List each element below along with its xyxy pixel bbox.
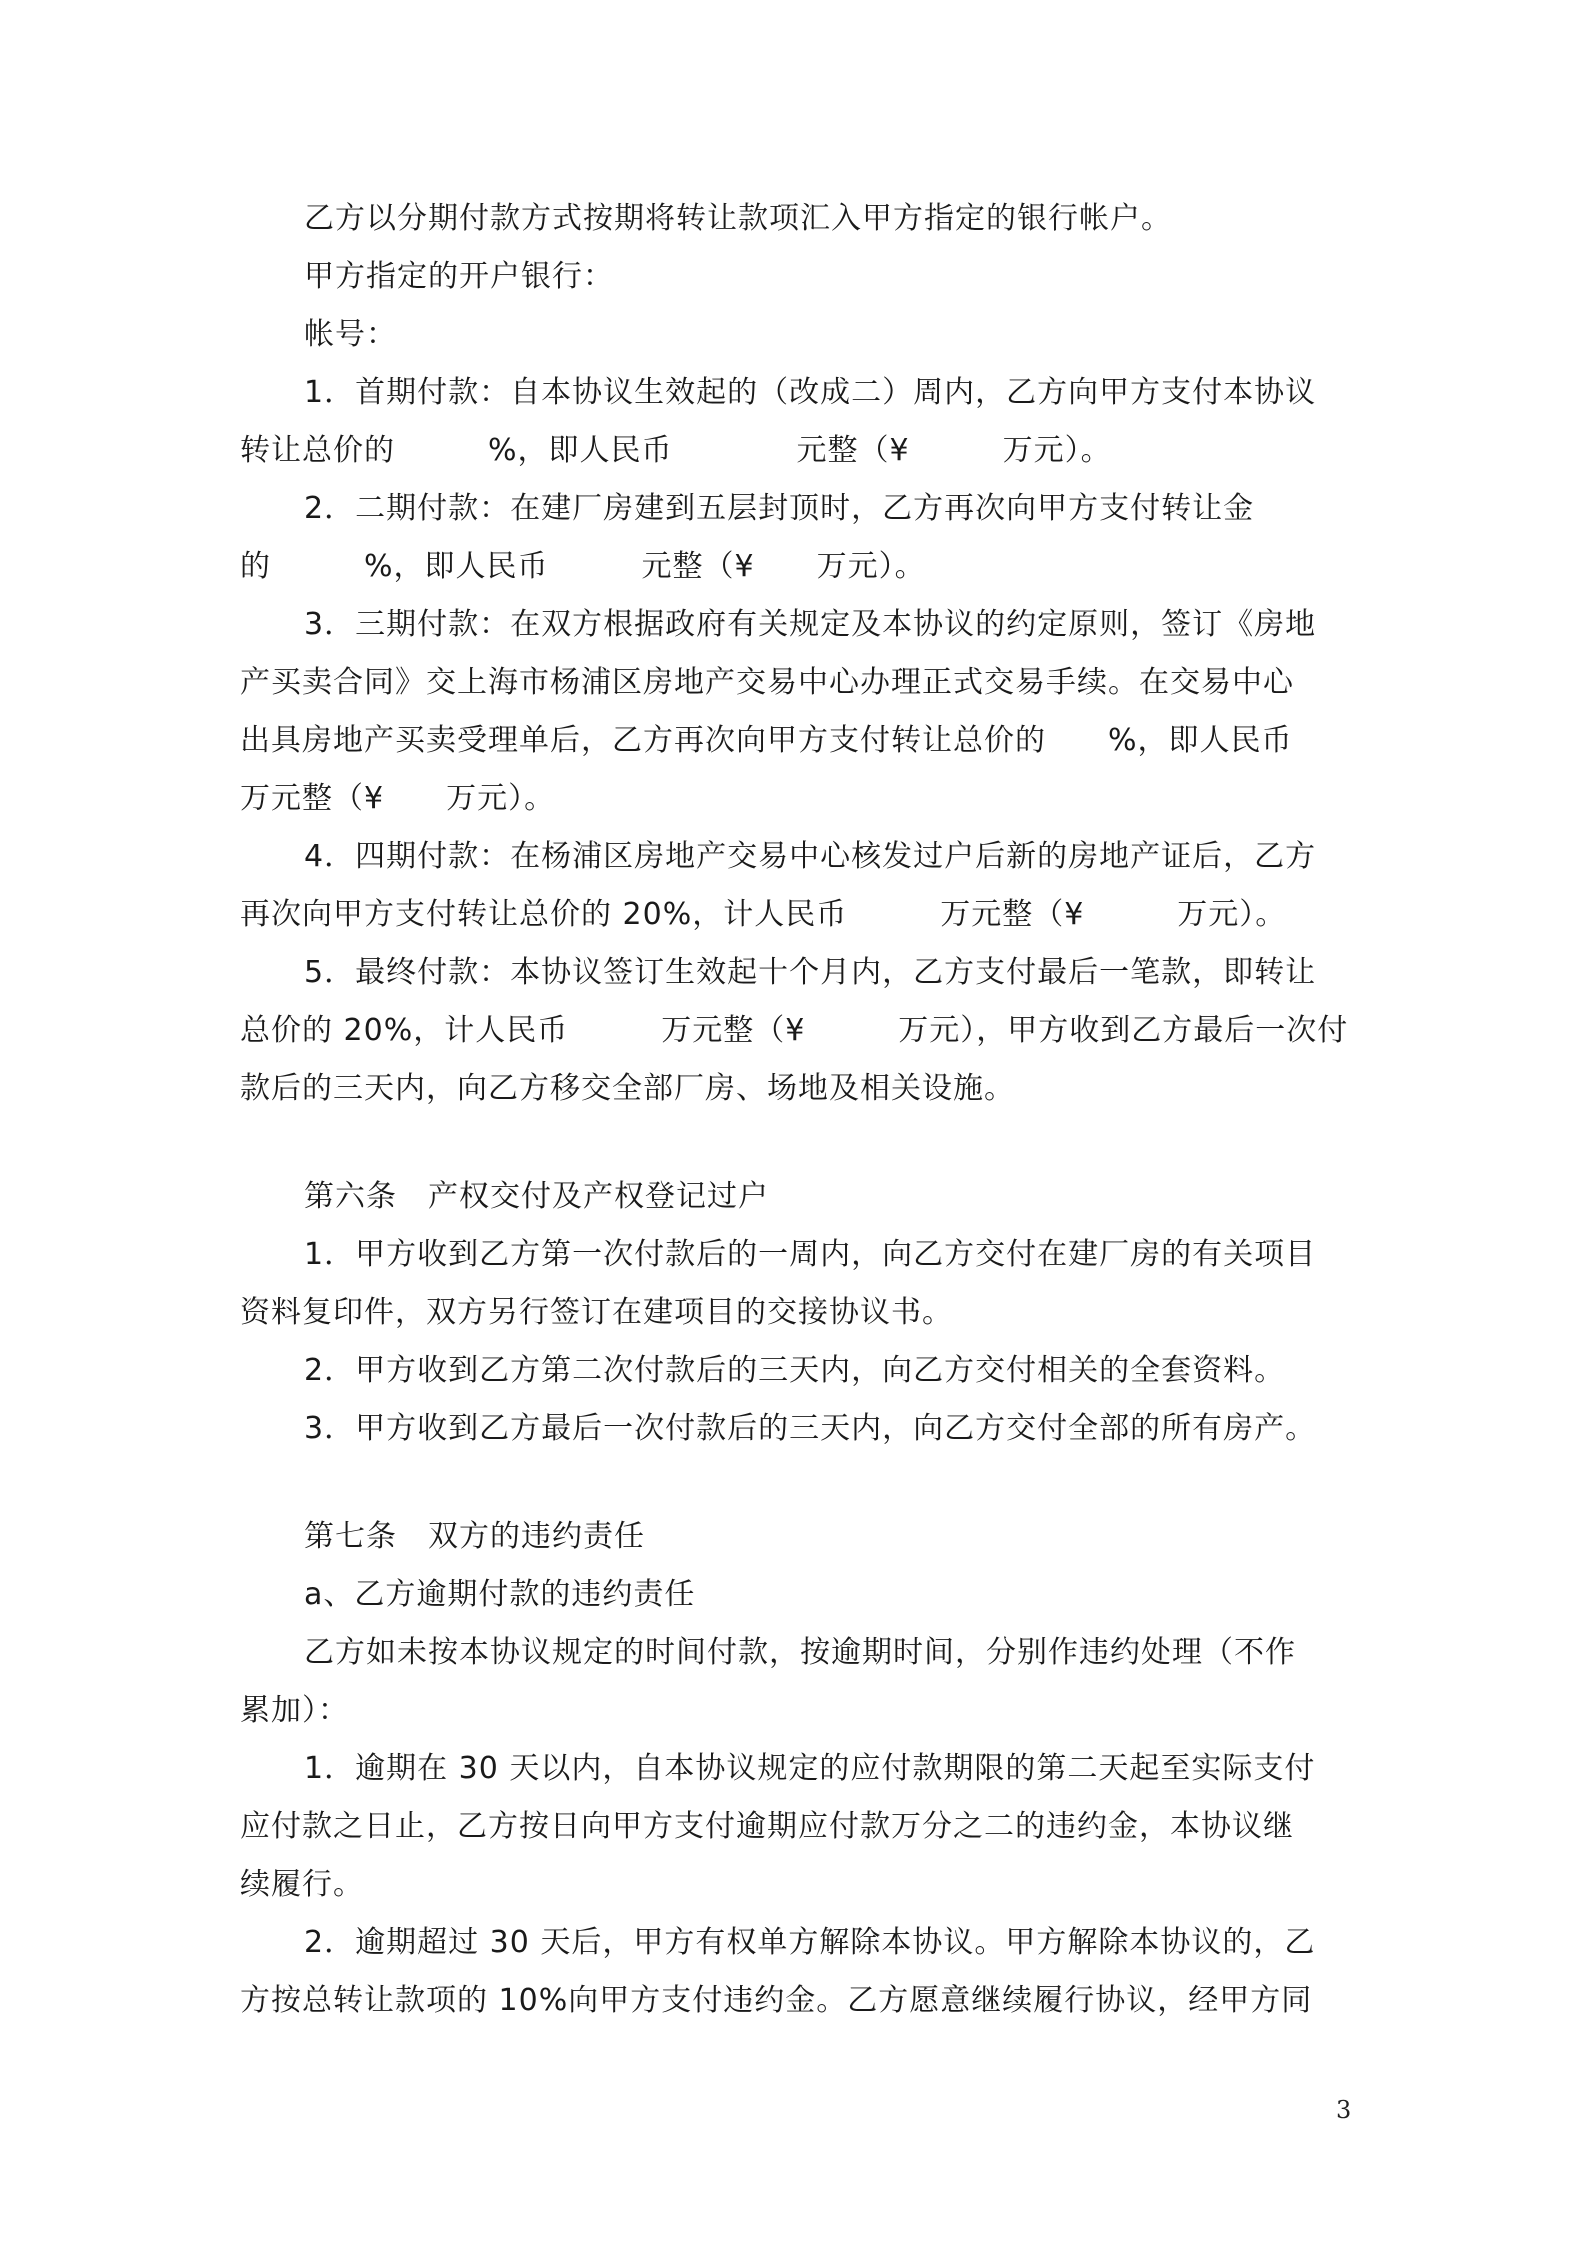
text-line: 1．首期付款：自本协议生效起的（改成二）周内，乙方向甲方支付本协议 <box>304 375 1317 410</box>
subsection-heading: a、乙方逾期付款的违约责任 <box>304 1577 696 1612</box>
section-gap <box>240 1118 1360 1168</box>
text-line: 应付款之日止，乙方按日向甲方支付逾期应付款万分之二的违约金，本协议继 <box>240 1809 1294 1844</box>
text-line: 产买卖合同》交上海市杨浦区房地产交易中心办理正式交易手续。在交易中心 <box>240 665 1294 700</box>
text-line: 2．二期付款：在建厂房建到五层封顶时，乙方再次向甲方支付转让金 <box>304 491 1255 526</box>
text-line: 再次向甲方支付转让总价的 20%，计人民币 万元整（¥ 万元）。 <box>240 897 1287 932</box>
text-line: 资料复印件，双方另行签订在建项目的交接协议书。 <box>240 1295 953 1330</box>
text-line: 1．甲方收到乙方第一次付款后的一周内，向乙方交付在建厂房的有关项目 <box>304 1237 1317 1272</box>
text-line: 累加）： <box>240 1693 349 1728</box>
section-heading: 第六条 产权交付及产权登记过户 <box>304 1179 769 1214</box>
text-line: 2．甲方收到乙方第二次付款后的三天内，向乙方交付相关的全套资料。 <box>304 1353 1286 1388</box>
text-line: 4．四期付款：在杨浦区房地产交易中心核发过户后新的房地产证后，乙方 <box>304 839 1317 874</box>
text-line: 续履行。 <box>240 1867 364 1902</box>
document-body <box>240 190 1360 2030</box>
text-line: 2．逾期超过 30 天后，甲方有权单方解除本协议。甲方解除本协议的，乙 <box>304 1925 1316 1960</box>
text-line: 1．逾期在 30 天以内，自本协议规定的应付款期限的第二天起至实际支付 <box>304 1751 1316 1786</box>
text-line: 3．三期付款：在双方根据政府有关规定及本协议的约定原则，签订《房地 <box>304 607 1317 642</box>
text-line: 出具房地产买卖受理单后，乙方再次向甲方支付转让总价的 %，即人民币 <box>240 723 1293 758</box>
text-line: 5．最终付款：本协议签订生效起十个月内，乙方支付最后一笔款，即转让 <box>304 955 1317 990</box>
text-line: 的 %，即人民币 元整（¥ 万元）。 <box>240 549 926 584</box>
text-line: 乙方如未按本协议规定的时间付款，按逾期时间，分别作违约处理（不作 <box>304 1635 1296 1670</box>
text-line: 总价的 20%，计人民币 万元整（¥ 万元），甲方收到乙方最后一次付 <box>240 1013 1349 1048</box>
section-gap <box>240 1458 1360 1508</box>
text-line: 帐号： <box>304 317 397 352</box>
text-line: 款后的三天内，向乙方移交全部厂房、场地及相关设施。 <box>240 1071 1015 1106</box>
page-number: 3 <box>1336 2096 1352 2124</box>
text-line: 3．甲方收到乙方最后一次付款后的三天内，向乙方交付全部的所有房产。 <box>304 1411 1317 1446</box>
text-line: 乙方以分期付款方式按期将转让款项汇入甲方指定的银行帐户。 <box>304 201 1172 236</box>
text-line: 转让总价的 %，即人民币 元整（¥ 万元）。 <box>240 433 1112 468</box>
text-line: 万元整（¥ 万元）。 <box>240 781 556 816</box>
text-line: 甲方指定的开户银行： <box>304 259 614 294</box>
text-line: 方按总转让款项的 10%向甲方支付违约金。乙方愿意继续履行协议，经甲方同 <box>240 1983 1313 2018</box>
section-heading: 第七条 双方的违约责任 <box>304 1519 645 1554</box>
